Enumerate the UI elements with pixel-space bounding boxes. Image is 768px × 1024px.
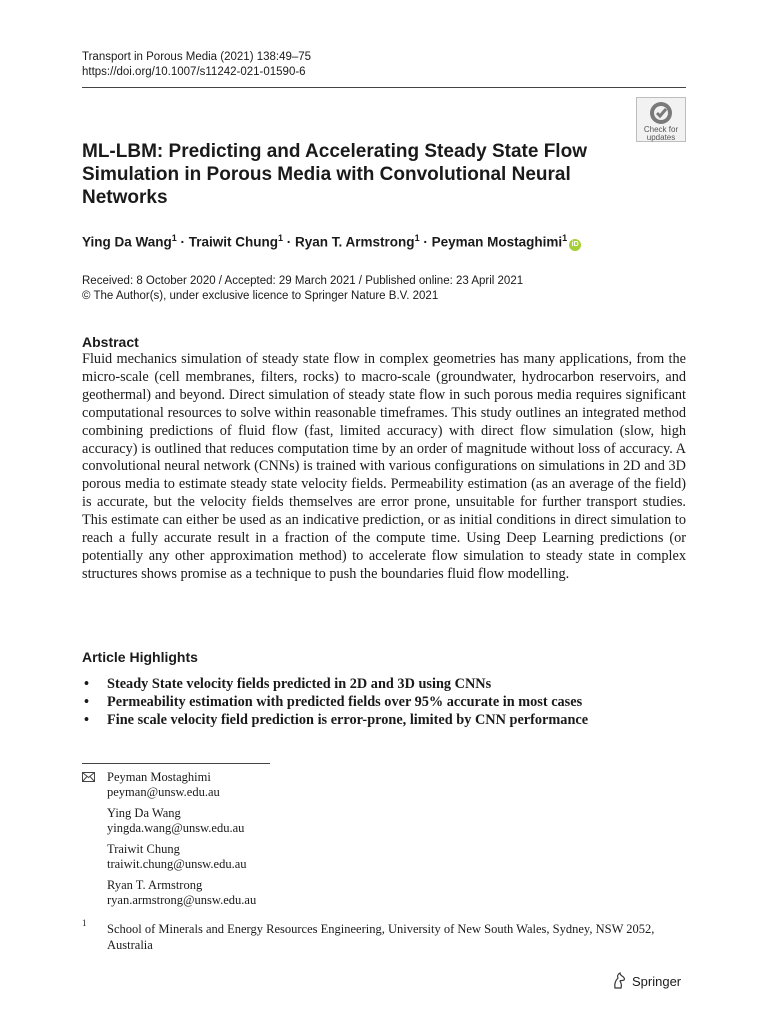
springer-horse-icon <box>611 972 627 990</box>
copyright-line: © The Author(s), under exclusive licence to Springer Nature B.V. 2021 <box>82 290 439 302</box>
author-separator: · <box>176 234 189 250</box>
affiliation-number: 1 <box>82 918 87 928</box>
doi-link[interactable]: https://doi.org/10.1007/s11242-021-01590-6 <box>82 66 306 78</box>
received-accepted-published: Received: 8 October 2020 / Accepted: 29 March 2021 / Published online: 23 April 2021 <box>82 275 524 287</box>
contact-name: Traiwit Chung <box>107 842 180 856</box>
paper-title: ML-LBM: Predicting and Accelerating Steady State Flow Simulation in Porous Media with Convolutional Neural Networks <box>82 141 587 208</box>
orcid-icon[interactable]: iD <box>569 239 581 251</box>
footnote-divider <box>82 763 270 764</box>
highlight-text: Permeability estimation with predicted fields over 95% accurate in most cases <box>107 694 583 710</box>
journal-citation: Transport in Porous Media (2021) 138:49–75 <box>82 51 312 63</box>
author-affiliation-mark: 1 <box>171 233 177 243</box>
check-updates-icon <box>647 100 675 126</box>
abstract-heading: Abstract <box>82 334 139 350</box>
contact-entry <box>107 770 256 800</box>
author-affiliation-mark: 1 <box>414 233 420 243</box>
bullet-icon: • <box>84 676 90 692</box>
contact-name: Ying Da Wang <box>107 806 181 820</box>
author-name[interactable]: Peyman Mostaghimi <box>431 234 563 250</box>
author-list <box>82 233 581 251</box>
envelope-icon <box>82 772 95 782</box>
highlight-item <box>82 675 686 693</box>
abstract-text: Fluid mechanics simulation of steady state flow in complex geometries has many applications, from the micro-scale (cell membranes, filters, rocks) to macro-scale (groundwater, hydrocarbon reservoirs, and geothermal) and beyond. Direct simulation of steady state flow in such porous media requires significant computational resources to solve within reasonable timeframes. This study outlines an integrated method combining predictions of fluid flow (fast, limited accuracy) with direct flow simulation (slow, high accuracy) is outlined that reduces computation time by an order of magnitude without loss of accuracy. A convolutional neural network (CNNs) is trained with various configurations on simulations in 2D and 3D porous media to estimate steady state velocity fields. Permeability estimation (as an average of the field) is accurate, but the velocity fields themselves are error prone, unsuitable for further transport studies. This estimate can either be used as an indicative prediction, or as initial conditions in direct simulation to reach a fully accurate result in a fraction of the compute time. Using Deep Learning predictions (or potentially any other approximation method) to accelerate flow simulation to steady state in complex structures shows promise as a technique to push the boundaries fluid flow modelling. <box>82 351 686 582</box>
highlight-item <box>82 693 686 711</box>
publisher-logo <box>611 972 681 990</box>
highlight-item <box>82 711 686 729</box>
publisher-name: Springer <box>632 973 682 989</box>
author-name[interactable]: Traiwit Chung <box>188 234 279 250</box>
publication-dates <box>82 274 523 304</box>
bullet-icon: • <box>84 694 90 710</box>
affiliation-text: School of Minerals and Energy Resources Engineering, University of New South Wales, Sydney, NSW 2052, Australia <box>107 922 655 952</box>
contact-entry <box>107 842 256 872</box>
highlight-text: Fine scale velocity field prediction is error-prone, limited by CNN performance <box>107 712 589 728</box>
author-affiliation-mark: 1 <box>562 233 568 243</box>
author-affiliation-mark: 1 <box>278 233 284 243</box>
check-updates-line1: Check for <box>643 125 679 134</box>
contact-email[interactable]: ryan.armstrong@unsw.edu.au <box>107 893 257 907</box>
author-separator: · <box>419 234 432 250</box>
highlights-heading: Article Highlights <box>82 649 198 665</box>
contact-email[interactable]: peyman@unsw.edu.au <box>107 785 220 799</box>
highlights-list <box>82 675 686 729</box>
contact-entry <box>107 806 256 836</box>
contact-email[interactable]: traiwit.chung@unsw.edu.au <box>107 857 247 871</box>
contact-email[interactable]: yingda.wang@unsw.edu.au <box>107 821 245 835</box>
contact-name: Ryan T. Armstrong <box>107 878 203 892</box>
author-name[interactable]: Ryan T. Armstrong <box>295 234 415 250</box>
author-contacts <box>107 770 256 914</box>
author-name[interactable]: Ying Da Wang <box>82 234 172 250</box>
contact-name: Peyman Mostaghimi <box>107 770 211 784</box>
highlight-text: Steady State velocity fields predicted in 2D and 3D using CNNs <box>107 676 492 692</box>
contact-entry <box>107 878 256 908</box>
author-separator: · <box>283 234 296 250</box>
check-updates-line2: updates <box>646 133 676 142</box>
check-updates-badge[interactable] <box>636 97 686 142</box>
header-divider <box>82 87 686 88</box>
bullet-icon: • <box>84 712 90 728</box>
journal-info <box>82 50 311 80</box>
